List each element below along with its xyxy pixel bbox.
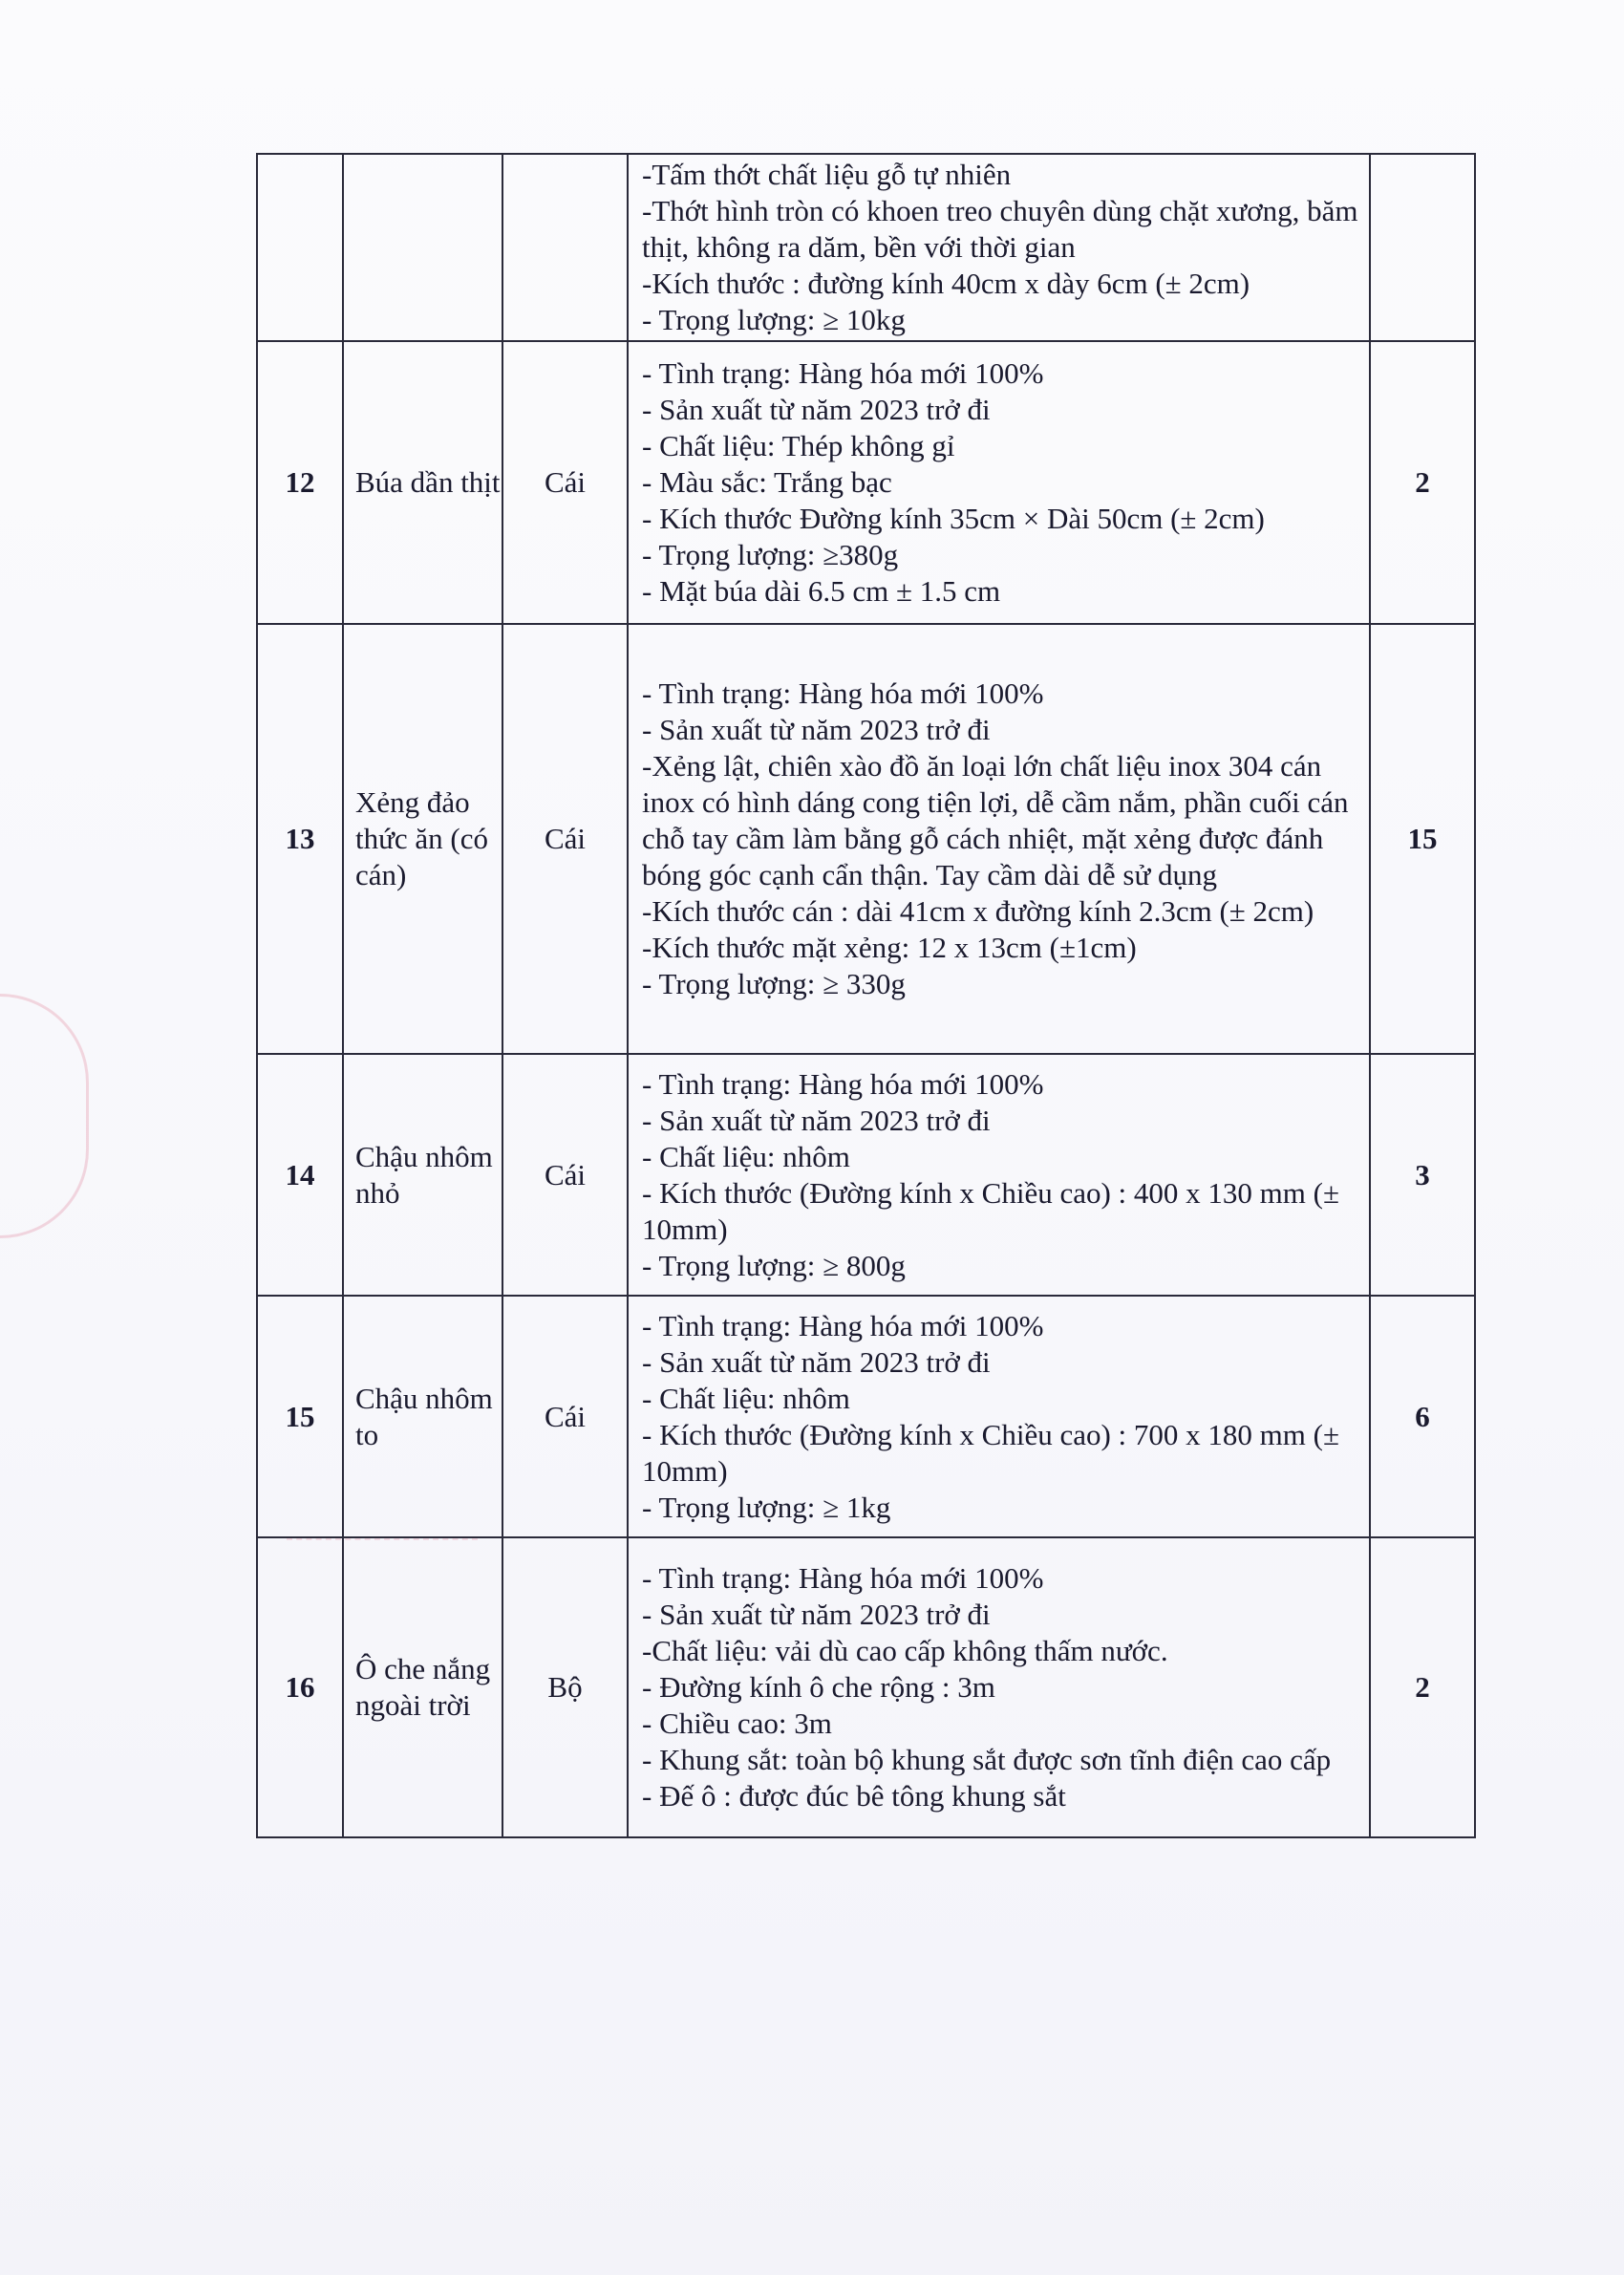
spec-line: - Trọng lượng: ≥ 800g xyxy=(642,1248,906,1282)
spec-line: - Mặt búa dài 6.5 cm ± 1.5 cm xyxy=(642,574,1001,608)
item-quantity: 2 xyxy=(1370,1537,1475,1837)
row-number xyxy=(257,154,343,341)
table-row xyxy=(257,154,1475,341)
spec-line: - Màu sắc: Trắng bạc xyxy=(642,465,892,499)
item-unit: Cái xyxy=(502,341,628,624)
item-unit: Cái xyxy=(502,1296,628,1537)
item-name: Chậu nhôm nhỏ xyxy=(343,1054,502,1296)
spec-line: - Trọng lượng: ≥ 10kg xyxy=(642,303,906,336)
spec-line: - Kích thước Đường kính 35cm × Dài 50cm (± 2cm) xyxy=(642,502,1265,535)
spec-line: -Kích thước : đường kính 40cm x dày 6cm (± 2cm) xyxy=(642,267,1250,300)
spec-line: - Tình trạng: Hàng hóa mới 100% xyxy=(642,1066,1044,1101)
spec-line: - Tình trạng: Hàng hóa mới 100% xyxy=(642,676,1044,710)
spec-line: - Kích thước (Đường kính x Chiều cao) : 700 x 180 mm (± 10mm) xyxy=(642,1417,1339,1488)
item-quantity: 6 xyxy=(1370,1296,1475,1537)
table-row xyxy=(257,1054,1475,1296)
spec-line: -Chất liệu: vải dù cao cấp không thấm nước. xyxy=(642,1634,1168,1667)
spec-line: - Sản xuất từ năm 2023 trở đi xyxy=(642,1344,991,1379)
spec-line: - Tình trạng: Hàng hóa mới 100% xyxy=(642,356,1044,390)
table-row xyxy=(257,624,1475,1054)
item-name xyxy=(343,154,502,341)
specification-table-body xyxy=(257,154,1475,1837)
spec-line: - Đường kính ô che rộng : 3m xyxy=(642,1670,995,1704)
item-unit xyxy=(502,154,628,341)
spec-line: - Tình trạng: Hàng hóa mới 100% xyxy=(642,1561,1044,1595)
item-name: Xẻng đảo thức ăn (có cán) xyxy=(343,624,502,1054)
item-unit: Cái xyxy=(502,624,628,1054)
row-number: 12 xyxy=(257,341,343,624)
spec-line: - Trọng lượng: ≥ 330g xyxy=(642,967,906,1000)
item-spec xyxy=(628,1296,1370,1537)
row-number: 15 xyxy=(257,1296,343,1537)
spec-line: - Trọng lượng: ≥ 1kg xyxy=(642,1490,891,1524)
item-spec xyxy=(628,154,1370,341)
row-number: 13 xyxy=(257,624,343,1054)
table-row xyxy=(257,1537,1475,1837)
table-row xyxy=(257,1296,1475,1537)
item-spec xyxy=(628,341,1370,624)
item-name: Ô che nắng ngoài trời xyxy=(343,1537,502,1837)
spec-line: - Kích thước (Đường kính x Chiều cao) : 400 x 130 mm (± 10mm) xyxy=(642,1175,1339,1246)
item-unit: Cái xyxy=(502,1054,628,1296)
spec-line: - Sản xuất từ năm 2023 trở đi xyxy=(642,1598,991,1631)
spec-line: - Tình trạng: Hàng hóa mới 100% xyxy=(642,1308,1044,1342)
spec-line: -Xẻng lật, chiên xào đồ ăn loại lớn chất liệu inox 304 cán inox có hình dáng cong tiện lợi, dễ cầm nắm, phần cuối cán chỗ tay cầm làm bằng gỗ cách nhiệt, mặt xẻng được đánh bóng góc cạnh cẩn thận. Tay cầm dài dễ sử dụng xyxy=(642,749,1349,891)
table-row xyxy=(257,341,1475,624)
item-quantity: 15 xyxy=(1370,624,1475,1054)
spec-line: - Chất liệu: nhôm xyxy=(642,1139,850,1173)
spec-line: -Kích thước mặt xẻng: 12 x 13cm (±1cm) xyxy=(642,931,1137,964)
item-spec xyxy=(628,1537,1370,1837)
spec-line: - Chất liệu: Thép không gỉ xyxy=(642,429,955,462)
spec-line: - Đế ô : được đúc bê tông khung sắt xyxy=(642,1779,1066,1813)
spec-line: - Sản xuất từ năm 2023 trở đi xyxy=(642,393,991,426)
item-name: Chậu nhôm to xyxy=(343,1296,502,1537)
item-name: Búa dần thịt xyxy=(343,341,502,624)
specification-table xyxy=(256,153,1476,1838)
spec-line: - Khung sắt: toàn bộ khung sắt được sơn tĩnh điện cao cấp xyxy=(642,1743,1332,1776)
row-number: 14 xyxy=(257,1054,343,1296)
spec-line: - Sản xuất từ năm 2023 trở đi xyxy=(642,713,991,746)
item-quantity: 3 xyxy=(1370,1054,1475,1296)
spec-line: - Chất liệu: nhôm xyxy=(642,1381,850,1415)
spec-line: - Chiều cao: 3m xyxy=(642,1706,832,1740)
spec-line: -Tấm thớt chất liệu gỗ tự nhiên xyxy=(642,158,1012,191)
item-quantity xyxy=(1370,154,1475,341)
spec-line: -Thớt hình tròn có khoen treo chuyên dùng chặt xương, băm thịt, không ra dăm, bền với thời gian xyxy=(642,194,1358,264)
spec-line: - Sản xuất từ năm 2023 trở đi xyxy=(642,1103,991,1137)
item-quantity: 2 xyxy=(1370,341,1475,624)
row-number: 16 xyxy=(257,1537,343,1837)
item-spec xyxy=(628,1054,1370,1296)
item-unit: Bộ xyxy=(502,1537,628,1837)
spec-line: - Trọng lượng: ≥380g xyxy=(642,538,899,571)
spec-line: -Kích thước cán : dài 41cm x đường kính 2.3cm (± 2cm) xyxy=(642,894,1314,928)
item-spec xyxy=(628,624,1370,1054)
